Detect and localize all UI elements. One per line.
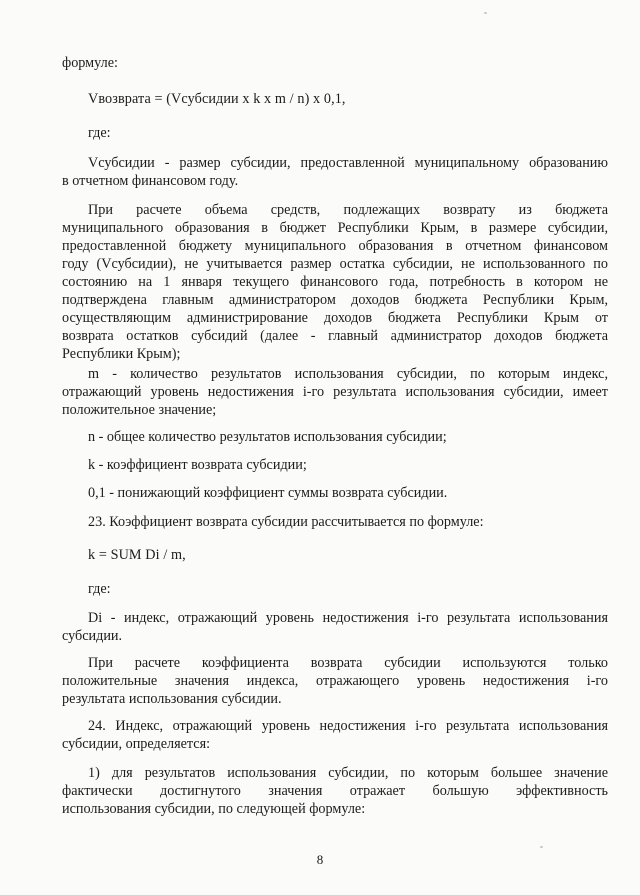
text-line: осуществляющим администрирование доходов бюджета Республики Крым от [62, 310, 608, 326]
text-line: состоянию на 1 января текущего финансового года, потребность в котором не [62, 274, 608, 290]
text-line: 0,1 - понижающий коэффициент суммы возврата субсидии. [88, 485, 448, 501]
text-line: результата использования субсидии. [62, 691, 282, 707]
page-number: 8 [316, 852, 324, 867]
text-line: 24. Индекс, отражающий уровень недостижения i-го результата использования [88, 718, 608, 734]
text-line: Vсубсидии - размер субсидии, предоставленной муниципальному образованию [88, 155, 608, 171]
text-line: муниципального образования в бюджет Республики Крым, в размере субсидии, [62, 220, 608, 236]
text-line: отражающий уровень недостижения i-го результата использования субсидии, имеет [62, 384, 608, 400]
text-line: где: [88, 581, 111, 597]
text-line: 23. Коэффициент возврата субсидии рассчитывается по формуле: [88, 514, 484, 530]
text-line: положительное значение; [62, 402, 217, 418]
text-line: предоставленной бюджету муниципального образования в отчетном финансовом [62, 238, 608, 254]
text-line: использования субсидии, по следующей формуле: [62, 801, 366, 817]
text-line: Республики Крым); [62, 346, 181, 362]
text-line: субсидии, определяется: [62, 736, 211, 752]
text-line: При расчете коэффициента возврата субсидии используются только [88, 655, 608, 671]
text-line: году (Vсубсидии), не учитывается размер остатка субсидии, не использованного по [62, 256, 608, 272]
text-line: возврата остатков субсидий (далее - главный администратор доходов бюджета [62, 328, 608, 344]
text-line: 1) для результатов использования субсидии, по которым большее значение [88, 765, 608, 781]
text-line: положительные значения индекса, отражающего уровень недостижения i-го [62, 673, 608, 689]
text-line: в отчетном финансовом году. [62, 173, 239, 189]
scan-speck [484, 12, 487, 14]
text-line: k - коэффициент возврата субсидии; [88, 457, 307, 473]
text-line: где: [88, 125, 111, 141]
text-line: субсидии. [62, 628, 123, 644]
text-line: При расчете объема средств, подлежащих возврату из бюджета [88, 202, 608, 218]
text-line: формуле: [62, 55, 118, 71]
coefficient-formula: k = SUM Di / m, [88, 547, 186, 563]
text-line: фактически достигнутого значения отражает большую эффективность [62, 783, 608, 799]
text-line: n - общее количество результатов использования субсидии; [88, 429, 447, 445]
text-line: m - количество результатов использования субсидии, по которым индекс, [88, 366, 608, 382]
scan-speck [540, 846, 543, 848]
text-line: Di - индекс, отражающий уровень недостижения i-го результата использования [88, 610, 608, 626]
return-volume-formula: Vвозврата = (Vсубсидии x k x m / n) x 0,1, [88, 91, 346, 107]
text-line: подтверждена главным администратором доходов бюджета Республики Крым, [62, 292, 608, 308]
